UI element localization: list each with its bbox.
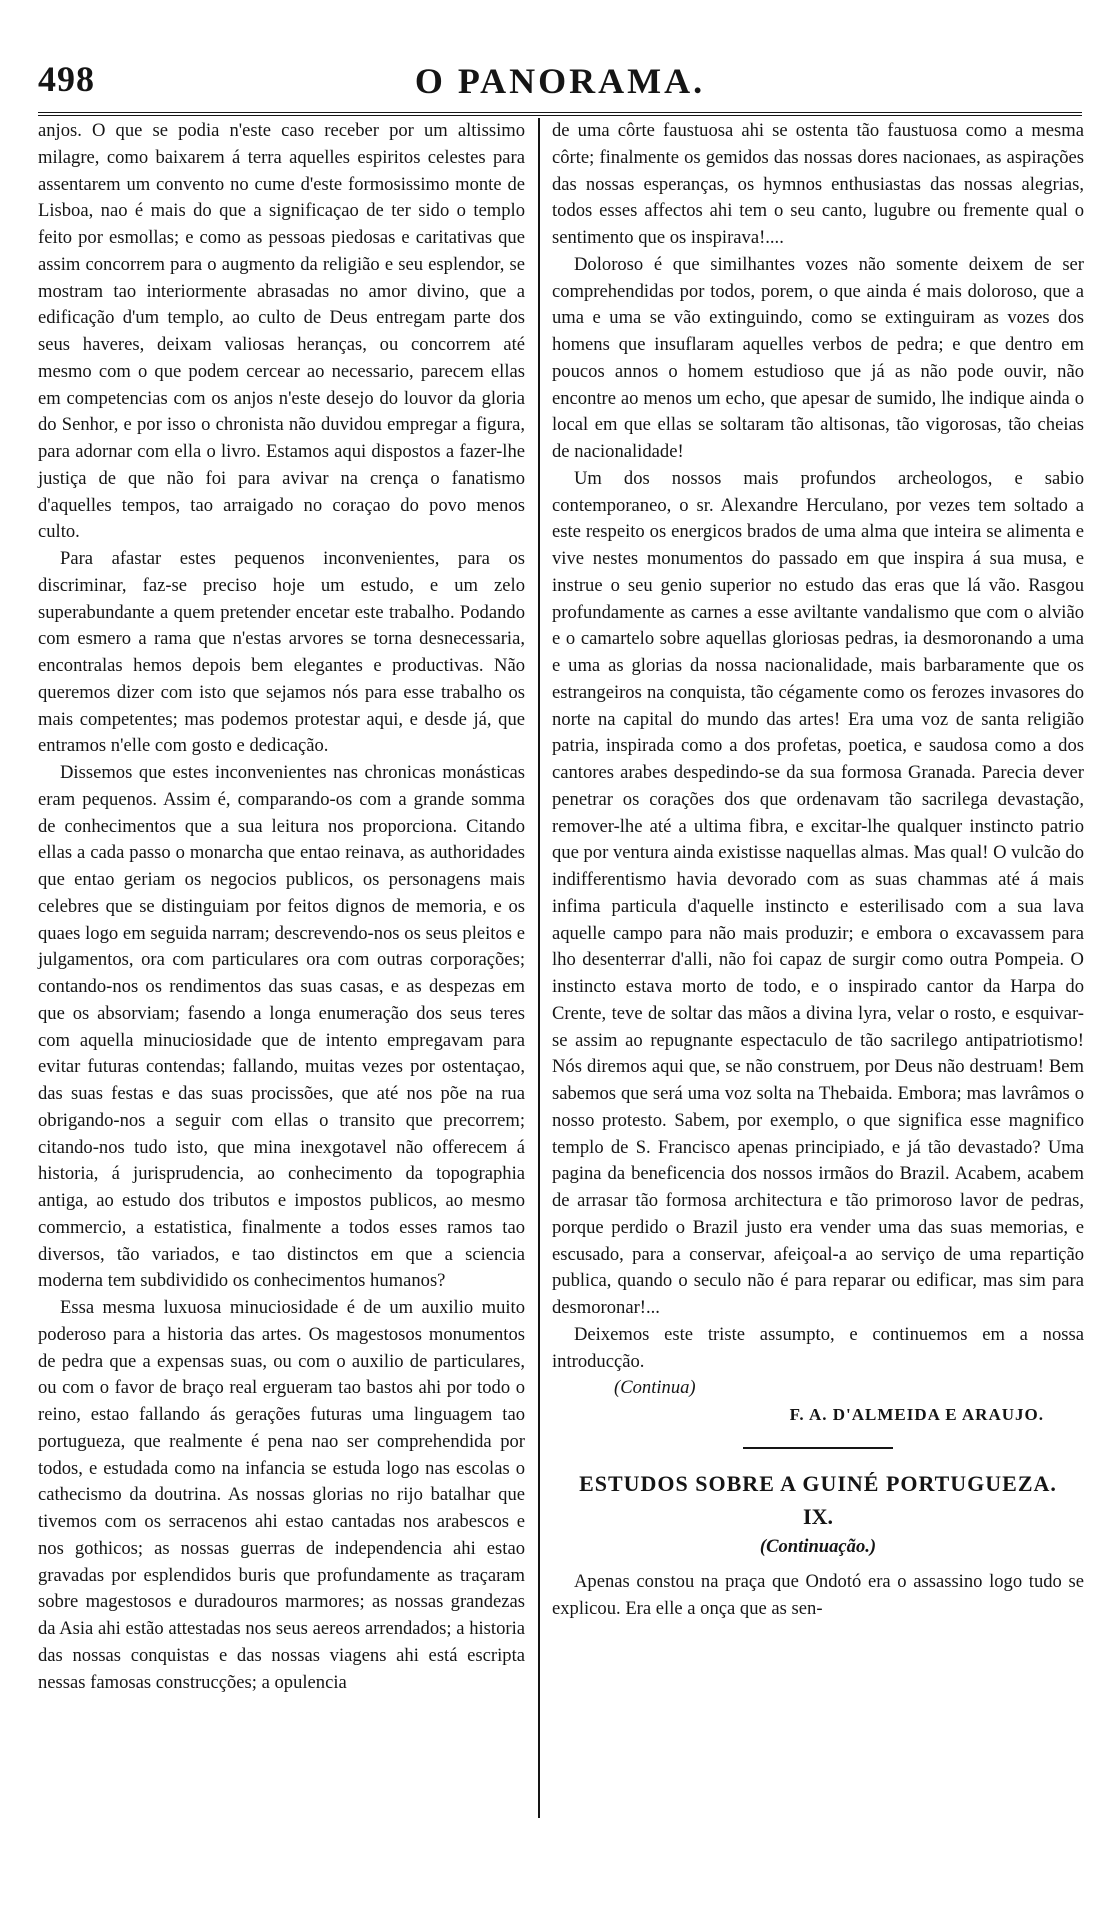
left-column [38, 118, 525, 1696]
article-separator [743, 1447, 893, 1449]
paragraph: Deixemos este triste assumpto, e continuemos em a nossa introducção. [552, 1323, 1084, 1372]
paragraph: de uma côrte faustuosa ahi se ostenta tão faustuosa como a mesma côrte; finalmente os gemidos das nossas dores nacionaes, as aspirações das nossas esperanças, os hymnos enthusiastas das nossas alegrias, todos esses affectos ahi tem o seu canto, lugubre ou fremente qual o sentimento que os inspirava!.... [552, 120, 1084, 248]
paragraph: anjos. O que se podia n'este caso receber por um altissimo milagre, como baixarem á terra aquelles espiritos celestes para assentarem um convento no cume d'este formosissimo monte de Lisboa, nao é mais do que a significaçao de ter sido o templo feito por esmollas; e como as pessoas piedosas e caritativas que assim concorrem para o augmento da religião e seu esplendor, se mostram tao interiormente abrasadas no amor divino, que a edificação d'um templo, ao culto de Deus entregam parte dos seus haveres, deixam valiosas heranças, ou concorrem até mesmo com o que podem cercear ao necessario, parecem ellas em competencias com os anjos n'este desejo do louvor da gloria do Senhor, e por isso o chronista não duvidou empregar a figura, para adornar com ella o livro. Estamos aqui dispostos a fazer-lhe justiça de que não foi para avivar na crença o fanatismo d'aquelles tempos, tao arraigado no coraçao do povo menos culto. [38, 120, 525, 543]
header-rule [38, 112, 1082, 116]
author-signature: F. A. D'ALMEIDA E ARAUJO. [789, 1405, 1044, 1424]
page-number: 498 [38, 59, 95, 99]
article-title: ESTUDOS SOBRE A GUINÉ PORTUGUEZA. [579, 1470, 1057, 1496]
column-divider [538, 118, 540, 1818]
right-column [552, 118, 1084, 1623]
paragraph: Dissemos que estes inconvenientes nas chronicas monásticas eram pequenos. Assim é, comparando-os com a grande somma de conhecimentos que a sua leitura nos proporciona. Citando ellas a cada passo o monarcha que entao reinava, as authoridades que entao geriam os negocios publicos, os personagens mais celebres que se distinguiam por feitos dignos de memoria, e os quaes logo em seguida narram; descrevendo-nos os seus pleitos e julgamentos, ora com particulares ora com outras corporações; contando-nos os rendimentos das suas casas, e as despezas em que os absorviam; fasendo a longa enumeração dos seus teres com aquella minuciosidade que de intento empregavam para evitar futuras contendas; fallando, muitas vezes por ostentaçao, das suas festas e das suas procissões, que até nos põe na rua obrigando-nos a seguir com ellas o transito que precorrem; citando-nos tudo isto, que mina inexgotavel não offerecem á historia, á jurisprudencia, ao conhecimento da topographia antiga, ao estudo dos tributos e impostos publicos, ao mesmo commercio, a estatistica, finalmente a todos esses ramos tao diversos, tão variados, e tao distinctos em que a sciencia moderna tem subdividido os conhecimentos humanos? [38, 762, 525, 1292]
paragraph: Doloroso é que similhantes vozes não somente deixem de ser comprehendidas por todos, porem, o que ainda é mais doloroso, que a uma e uma se vão extinguindo, como se extinguiram as vozes dos homens que insuflaram aquelles verbos de pedra; e que dentro em poucos annos o homem estudioso que já as não pode ouvir, não encontre ao menos um echo, que apesar de sumido, lhe indique ainda o local em que ellas se soltaram tão altisonas, tão vigorosas, tão cheias de nacionalidade! [552, 253, 1084, 462]
continua-note: (Continua) [614, 1377, 696, 1399]
page-header [38, 58, 1082, 110]
paragraph: Para afastar estes pequenos inconvenientes, para os discriminar, faz-se preciso hoje um estudo, e um zelo superabundante a quem pretender encetar este trabalho. Podando com esmero a rama que n'estas arvores se torna desnecessaria, encontralas hemos depois bem elegantes e productivas. Não queremos dizer com isto que sejamos nós para esse trabalho os mais competentes; mas podemos protestar aqui, e desde já, que entramos n'elle com gosto e dedicação. [38, 548, 525, 757]
paragraph: Um dos nossos mais profundos archeologos, e sabio contemporaneo, o sr. Alexandre Herculano, por vezes tem soltado a este respeito os energicos brados de uma alma que inteira se alimenta e vive nestes monumentos do passado em que inspira á sua musa, e instrue o seu genio superior no estudo das eras que lá vão. Rasgou profundamente as carnes a esse aviltante vandalismo que com o alvião e o camartelo sobre aquellas gloriosas pedras, ia desmoronando a uma e uma as glorias da nossa nacionalidade, mais barbaramente que os estrangeiros na conquista, tão cégamente como os ferozes invasores do norte na capital do mundo das artes! Era uma voz de santa religião patria, inspirada como a dos profetas, poetica, e saudosa como a dos cantores arabes despedindo-se da sua formosa Granada. Parecia dever penetrar os corações dos que ordenavam tão sacrilega devastação, remover-lhe até a ultima fibra, e excitar-lhe qualquer instincto patrio que por ventura ainda existisse naquellas almas. Mas qual! O vulcão do indifferentismo havia devorado com as suas chammas até á mais infima particula d'aquelle instincto e esterilisado com a sua lava aquelle campo para não mais produzir; e embora o excavassem para lho desenterrar d'alli, não foi capaz de surgir como outra Pompeia. O instincto estava morto de todo, e o inspirado cantor da Harpa do Crente, teve de soltar das mãos a divina lyra, velar o rosto, e esquivar-se assim ao repugnante espectaculo de tão sacrilego antipatriotismo! Nós diremos aqui que, se não construem, por Deus não destruam! Bem sabemos que será uma voz solta na Thebaida. Embora; mas lavrâmos o nosso protesto. Sabem, por exemplo, o que significa esse magnifico templo de S. Francisco apenas principiado, e já tão devastado? Uma pagina da beneficencia dos nossos irmãos do Brazil. Acabem, acabem de arrasar tão formosa architectura e tão primoroso lavor de pedras, porque perdido o Brazil justo era vender uma das suas memorias, e escusado, para a conservar, afeiçoal-a ao serviço de uma repartição publica, quando o seculo não é para reparar ou edificar, mas sim para desmoronar!... [552, 467, 1084, 1318]
journal-title: O PANORAMA. [414, 61, 706, 101]
article-subtitle: (Continuação.) [759, 1536, 877, 1558]
paragraph: Essa mesma luxuosa minuciosidade é de um auxilio muito poderoso para a historia das artes. Os magestosos monumentos de pedra que a expensas suas, ou com o auxilio de particulares, ou com o favor de braço real ergueram tao bastos ahi por todo o reino, estao fallando ás gerações futuras uma linguagem tao portugueza, que realmente é pena nao ser comprehendida por todos, e estudada como na infancia se estuda logo nas escolas o cathecismo da doutrina. As nossas glorias no rijo batalhar que tivemos com os serracenos ahi estao cantadas nos arabescos e nos gothicos; as nossas guerras de independencia ahi estao gravadas por esplendidos buris que profundamente as traçaram sobre magestosos e duradouros marmores; as nossas grandezas da Asia ahi estão attestadas nos seus aereos arrendados; a historia das nossas conquistas e das nossas viagens ahi está escripta nessas famosas construcções; a opulencia [38, 1297, 525, 1693]
paragraph: Apenas constou na praça que Ondotó era o assassino logo tudo se explicou. Era elle a onça que as sen- [552, 1571, 1084, 1619]
article-number: IX. [803, 1503, 833, 1529]
